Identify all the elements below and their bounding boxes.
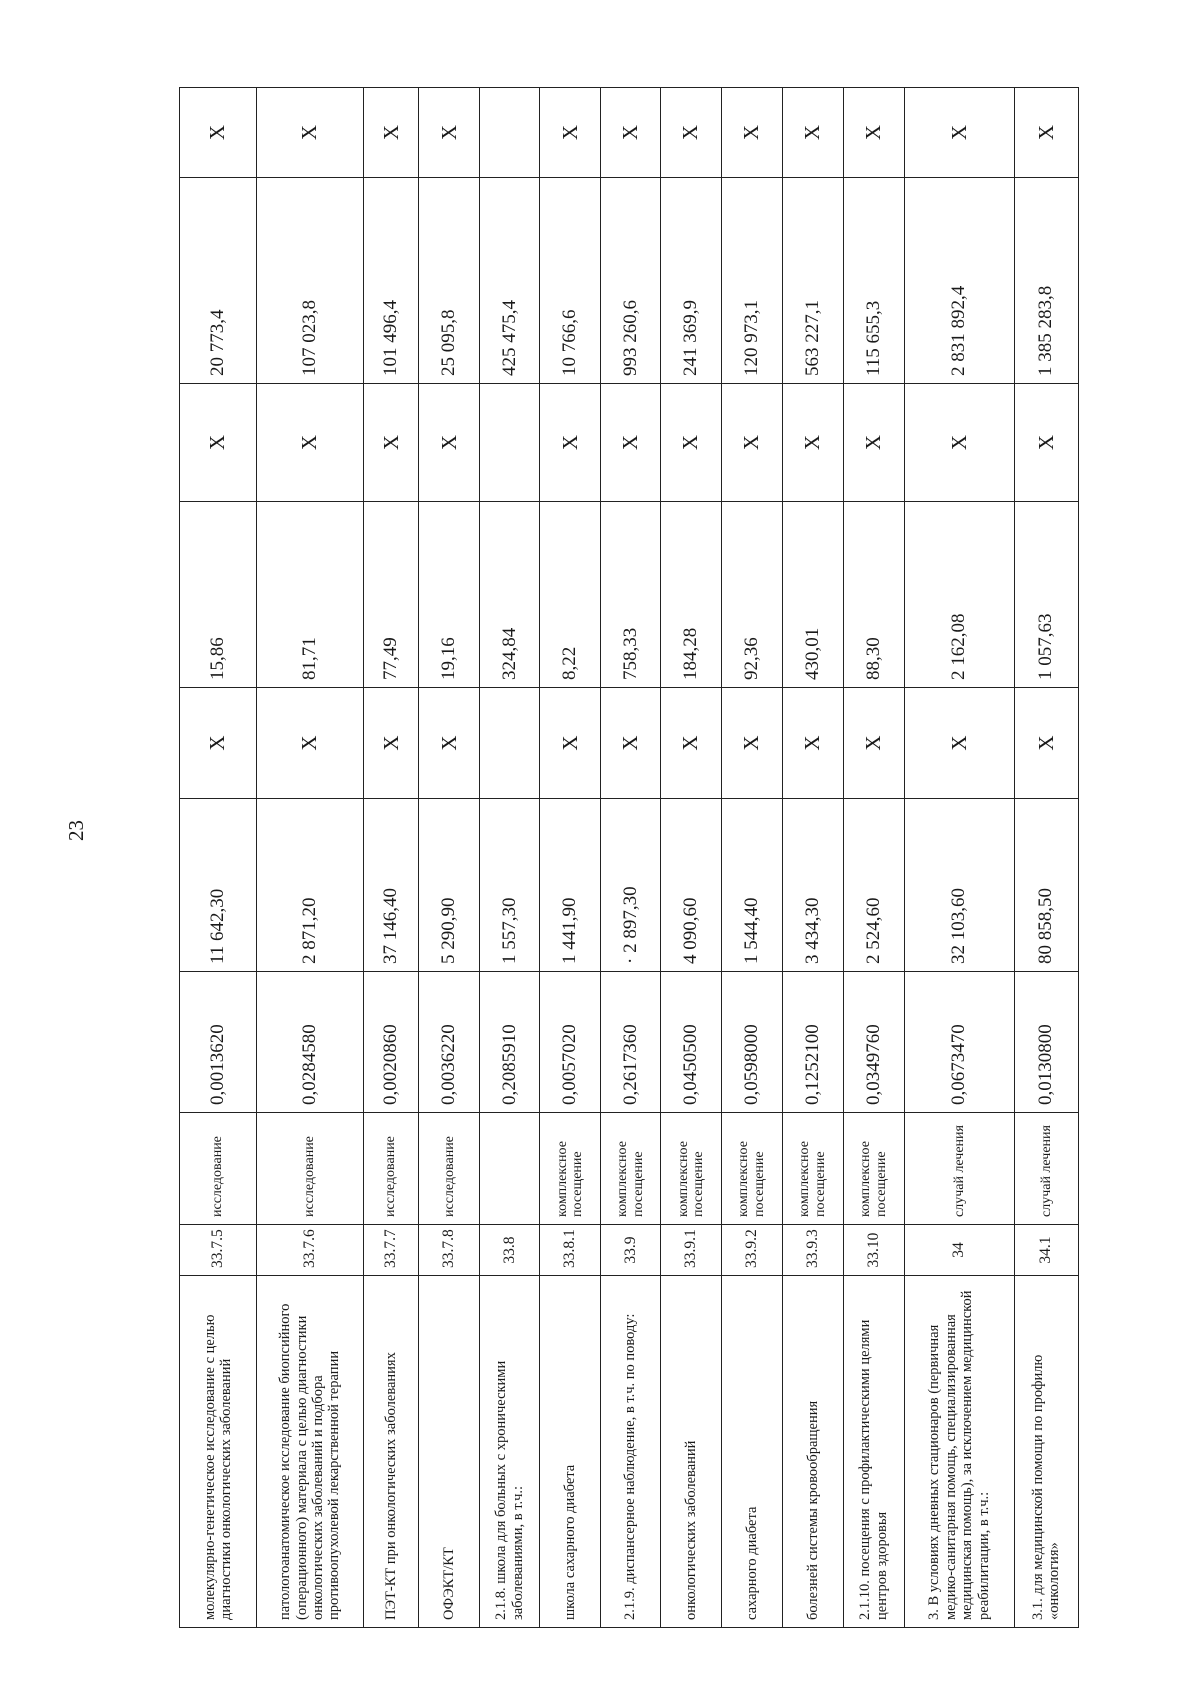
row-x-cell <box>480 88 540 178</box>
row-x-cell: X <box>256 384 363 502</box>
row-per-capita-cell: 81,71 <box>256 502 363 688</box>
row-x-cell: X <box>782 688 843 799</box>
table-row <box>721 88 782 1628</box>
row-x-cell: X <box>904 688 1014 799</box>
row-code-cell: 34 <box>904 1225 1014 1276</box>
row-financing-cell: 993 260,6 <box>601 178 661 384</box>
row-norm-cell: 0,1252100 <box>782 972 843 1113</box>
row-code-cell: 34.1 <box>1014 1225 1078 1276</box>
row-financing-cell: 1 385 283,8 <box>1014 178 1078 384</box>
row-per-capita-cell: 15,86 <box>180 502 257 688</box>
row-unit-cell: исследование <box>256 1113 363 1225</box>
row-per-capita-cell: 430,01 <box>782 502 843 688</box>
row-name-cell: онкологических заболеваний <box>660 1276 721 1628</box>
row-financing-cell: 563 227,1 <box>782 178 843 384</box>
row-financing-cell: 2 831 892,4 <box>904 178 1014 384</box>
row-norm-cell: 0,2617360 <box>601 972 661 1113</box>
table-row <box>363 88 419 1628</box>
row-unit-cell: комплексное посещение <box>721 1113 782 1225</box>
row-norm-cell: 0,0673470 <box>904 972 1014 1113</box>
row-x-cell: X <box>601 384 661 502</box>
row-x-cell: X <box>782 384 843 502</box>
row-cost-cell: 1 544,40 <box>721 799 782 972</box>
row-x-cell: X <box>601 88 661 178</box>
row-unit-cell: комплексное посещение <box>660 1113 721 1225</box>
row-unit-cell: комплексное посещение <box>540 1113 601 1225</box>
table-rotated-wrapper <box>179 88 1079 1628</box>
row-code-cell: 33.9.1 <box>660 1225 721 1276</box>
row-norm-cell: 0,0598000 <box>721 972 782 1113</box>
row-cost-cell: 1 441,90 <box>540 799 601 972</box>
row-x-cell: X <box>540 384 601 502</box>
row-unit-cell <box>480 1113 540 1225</box>
row-cost-cell: 37 146,40 <box>363 799 419 972</box>
row-code-cell: 33.8 <box>480 1225 540 1276</box>
row-cost-cell: 2 524,60 <box>843 799 904 972</box>
row-x-cell: X <box>540 688 601 799</box>
table-row <box>480 88 540 1628</box>
row-x-cell: X <box>660 688 721 799</box>
row-code-cell: 33.7.7 <box>363 1225 419 1276</box>
row-name-cell: 3.1. для медицинской помощи по профилю «онкология» <box>1014 1276 1078 1628</box>
row-norm-cell: 0,2085910 <box>480 972 540 1113</box>
row-x-cell: X <box>363 88 419 178</box>
table-row <box>1014 88 1078 1628</box>
row-x-cell: X <box>1014 688 1078 799</box>
row-cost-cell: 3 434,30 <box>782 799 843 972</box>
row-name-cell: болезней системы кровообращения <box>782 1276 843 1628</box>
row-cost-cell: 80 858,50 <box>1014 799 1078 972</box>
row-unit-cell: комплексное посещение <box>843 1113 904 1225</box>
row-x-cell: X <box>843 688 904 799</box>
row-unit-cell: комплексное посещение <box>782 1113 843 1225</box>
row-norm-cell: 0,0349760 <box>843 972 904 1113</box>
page-number: 23 <box>64 820 88 841</box>
row-per-capita-cell: 8,22 <box>540 502 601 688</box>
row-cost-cell: 5 290,90 <box>419 799 480 972</box>
row-name-cell: 2.1.9. диспансерное наблюдение, в т.ч. по поводу: <box>601 1276 661 1628</box>
row-x-cell: X <box>904 384 1014 502</box>
row-name-cell: 2.1.8. школа для больных с хроническими заболеваниями, в т.ч.: <box>480 1276 540 1628</box>
row-x-cell: X <box>660 88 721 178</box>
row-per-capita-cell: 92,36 <box>721 502 782 688</box>
row-financing-cell: 20 773,4 <box>180 178 257 384</box>
row-code-cell: 33.7.6 <box>256 1225 363 1276</box>
row-cost-cell: · 2 897,30 <box>601 799 661 972</box>
row-code-cell: 33.7.5 <box>180 1225 257 1276</box>
row-code-cell: 33.10 <box>843 1225 904 1276</box>
row-x-cell <box>480 384 540 502</box>
table-row <box>601 88 661 1628</box>
row-x-cell: X <box>721 384 782 502</box>
row-unit-cell: случай лечения <box>904 1113 1014 1225</box>
row-norm-cell: 0,0013620 <box>180 972 257 1113</box>
row-financing-cell: 101 496,4 <box>363 178 419 384</box>
row-x-cell: X <box>782 88 843 178</box>
table-row <box>540 88 601 1628</box>
row-norm-cell: 0,0057020 <box>540 972 601 1113</box>
row-x-cell: X <box>721 688 782 799</box>
row-financing-cell: 107 023,8 <box>256 178 363 384</box>
row-x-cell <box>480 688 540 799</box>
row-financing-cell: 10 766,6 <box>540 178 601 384</box>
row-code-cell: 33.8.1 <box>540 1225 601 1276</box>
row-unit-cell: исследование <box>419 1113 480 1225</box>
row-unit-cell: случай лечения <box>1014 1113 1078 1225</box>
row-per-capita-cell: 324,84 <box>480 502 540 688</box>
row-cost-cell: 4 090,60 <box>660 799 721 972</box>
row-cost-cell: 11 642,30 <box>180 799 257 972</box>
row-cost-cell: 32 103,60 <box>904 799 1014 972</box>
row-unit-cell: исследование <box>180 1113 257 1225</box>
row-name-cell: ПЭТ-КТ при онкологических заболеваниях <box>363 1276 419 1628</box>
row-cost-cell: 1 557,30 <box>480 799 540 972</box>
row-per-capita-cell: 1 057,63 <box>1014 502 1078 688</box>
row-x-cell: X <box>843 384 904 502</box>
table-row <box>782 88 843 1628</box>
table-row <box>180 88 257 1628</box>
row-norm-cell: 0,0284580 <box>256 972 363 1113</box>
row-code-cell: 33.9 <box>601 1225 661 1276</box>
data-table <box>179 87 1079 1628</box>
row-name-cell: 3. В условиях дневных стационаров (первичная медико-санитарная помощь, специализированная медицинская помощь), за исключением медицинской реабилитации, в т.ч.: <box>904 1276 1014 1628</box>
row-x-cell: X <box>419 88 480 178</box>
row-x-cell: X <box>721 88 782 178</box>
row-name-cell: ОФЭКТ/КТ <box>419 1276 480 1628</box>
table-body <box>180 88 1079 1628</box>
row-name-cell: патологоанатомическое исследование биопсийного (операционного) материала с целью диагностики онкологических заболеваний и подбора противоопухолевой лекарственной терапии <box>256 1276 363 1628</box>
row-financing-cell: 115 655,3 <box>843 178 904 384</box>
row-name-cell: сахарного диабета <box>721 1276 782 1628</box>
row-norm-cell: 0,0450500 <box>660 972 721 1113</box>
row-x-cell: X <box>256 688 363 799</box>
row-per-capita-cell: 184,28 <box>660 502 721 688</box>
row-x-cell: X <box>601 688 661 799</box>
row-per-capita-cell: 88,30 <box>843 502 904 688</box>
row-per-capita-cell: 2 162,08 <box>904 502 1014 688</box>
row-per-capita-cell: 758,33 <box>601 502 661 688</box>
row-financing-cell: 25 095,8 <box>419 178 480 384</box>
row-name-cell: молекулярно-генетическое исследование с целью диагностики онкологических заболеваний <box>180 1276 257 1628</box>
row-x-cell: X <box>419 688 480 799</box>
row-code-cell: 33.9.2 <box>721 1225 782 1276</box>
row-per-capita-cell: 19,16 <box>419 502 480 688</box>
row-x-cell: X <box>256 88 363 178</box>
row-code-cell: 33.7.8 <box>419 1225 480 1276</box>
row-name-cell: 2.1.10. посещения с профилактическими целями центров здоровья <box>843 1276 904 1628</box>
table-row <box>660 88 721 1628</box>
row-name-cell: школа сахарного диабета <box>540 1276 601 1628</box>
row-cost-cell: 2 871,20 <box>256 799 363 972</box>
row-financing-cell: 120 973,1 <box>721 178 782 384</box>
row-norm-cell: 0,0036220 <box>419 972 480 1113</box>
row-x-cell: X <box>660 384 721 502</box>
row-x-cell: X <box>419 384 480 502</box>
row-x-cell: X <box>1014 384 1078 502</box>
row-x-cell: X <box>180 688 257 799</box>
row-financing-cell: 241 369,9 <box>660 178 721 384</box>
table-row <box>904 88 1014 1628</box>
row-x-cell: X <box>1014 88 1078 178</box>
row-norm-cell: 0,0130800 <box>1014 972 1078 1113</box>
row-x-cell: X <box>363 384 419 502</box>
row-x-cell: X <box>843 88 904 178</box>
row-x-cell: X <box>904 88 1014 178</box>
row-x-cell: X <box>180 384 257 502</box>
row-norm-cell: 0,0020860 <box>363 972 419 1113</box>
row-x-cell: X <box>540 88 601 178</box>
table-row <box>256 88 363 1628</box>
row-x-cell: X <box>180 88 257 178</box>
row-per-capita-cell: 77,49 <box>363 502 419 688</box>
table-row <box>419 88 480 1628</box>
row-unit-cell: комплексное посещение <box>601 1113 661 1225</box>
table-row <box>843 88 904 1628</box>
row-code-cell: 33.9.3 <box>782 1225 843 1276</box>
row-unit-cell: исследование <box>363 1113 419 1225</box>
row-financing-cell: 425 475,4 <box>480 178 540 384</box>
row-x-cell: X <box>363 688 419 799</box>
